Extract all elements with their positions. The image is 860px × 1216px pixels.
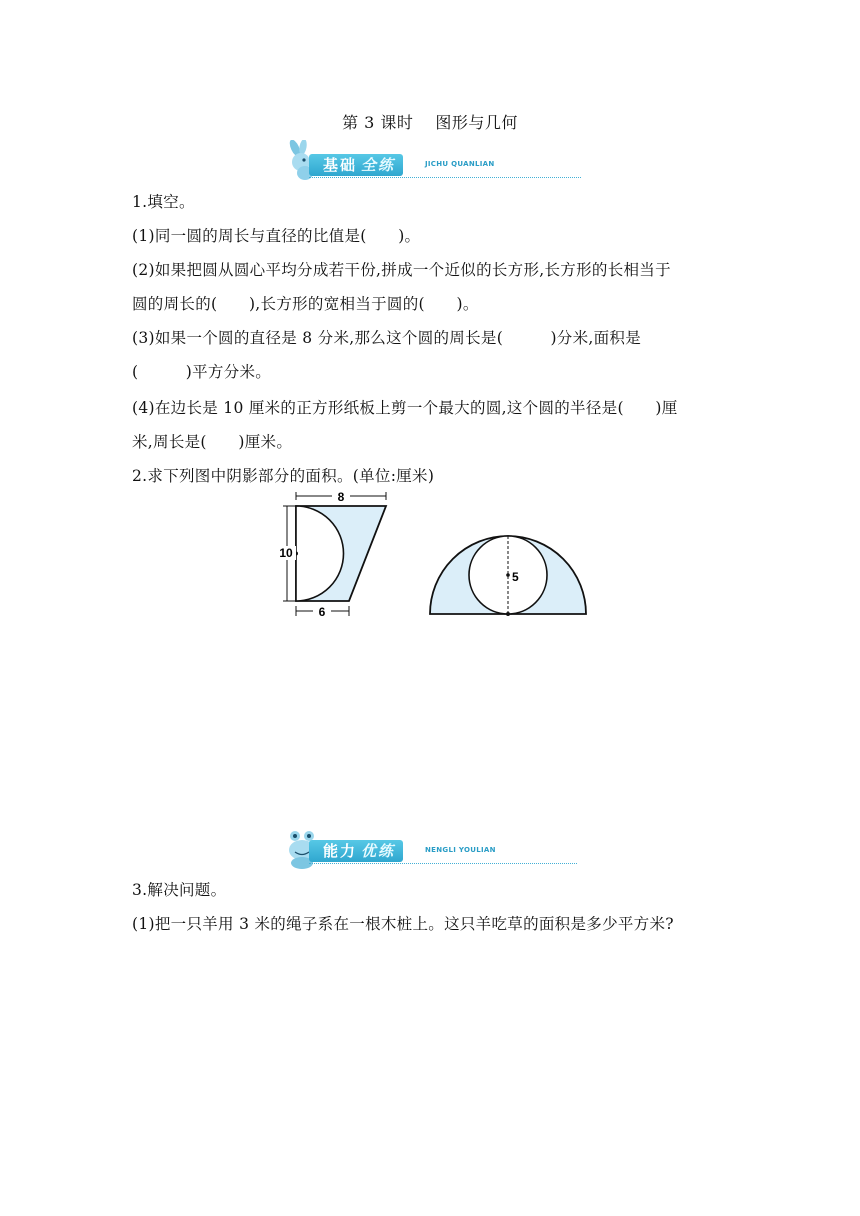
q1-item: (2)如果把圆从圆心平均分成若干份,拼成一个近似的长方形,长方形的长相当于 [132,261,671,279]
bottom-dimension-label: 6 [318,605,326,619]
q1-item: (3)如果一个圆的直径是 8 分米,那么这个圆的周长是( )分米,面积是 [132,329,642,347]
banner-basic-plate [309,154,403,176]
side-dimension-label: 10 [279,546,293,560]
banner-basic-highlight: 全练 [361,156,396,174]
banner-basic-rule [309,177,581,178]
banner-advanced-rule [309,863,577,864]
banner-advanced-plate [309,840,403,862]
circle-center-dot [506,573,510,577]
banner-basic-pinyin: JICHU QUANLIAN [425,160,495,168]
q1-heading: 1.填空。 [132,193,195,211]
q2-heading: 2.求下列图中阴影部分的面积。(单位:厘米) [132,467,435,485]
section-banner-advanced [283,826,583,872]
diameter-label: 5 [512,570,519,584]
banner-basic-text: 基础 [323,156,358,174]
banner-advanced-pinyin: NENGLI YOULIAN [425,846,496,854]
q1-item: 圆的周长的( ),长方形的宽相当于圆的( )。 [132,295,479,313]
figure-semicircle [428,530,588,624]
q3-heading: 3.解决问题。 [132,881,227,899]
q1-item: 米,周长是( )厘米。 [132,433,293,451]
figure-trapezoid-svg [272,488,392,620]
q1-item: (4)在边长是 10 厘米的正方形纸板上剪一个最大的圆,这个圆的半径是( )厘 [132,399,678,417]
lesson-topic: 图形与几何 [435,113,518,132]
top-dimension-label: 8 [337,490,345,504]
section-banner-basic [283,140,583,186]
lesson-number: 第 3 课时 [342,113,414,132]
banner-advanced-highlight: 优练 [361,842,396,860]
tangent-point-dot [506,612,510,616]
q1-item: ( )平方分米。 [132,363,272,381]
figure-trapezoid [272,488,392,624]
page-title [0,110,860,133]
q3-item: (1)把一只羊用 3 米的绳子系在一根木桩上。这只羊吃草的面积是多少平方米? [132,915,674,933]
q1-item: (1)同一圆的周长与直径的比值是( )。 [132,227,421,245]
figure-semicircle-svg [428,530,588,620]
banner-advanced-text: 能力 [323,842,358,860]
